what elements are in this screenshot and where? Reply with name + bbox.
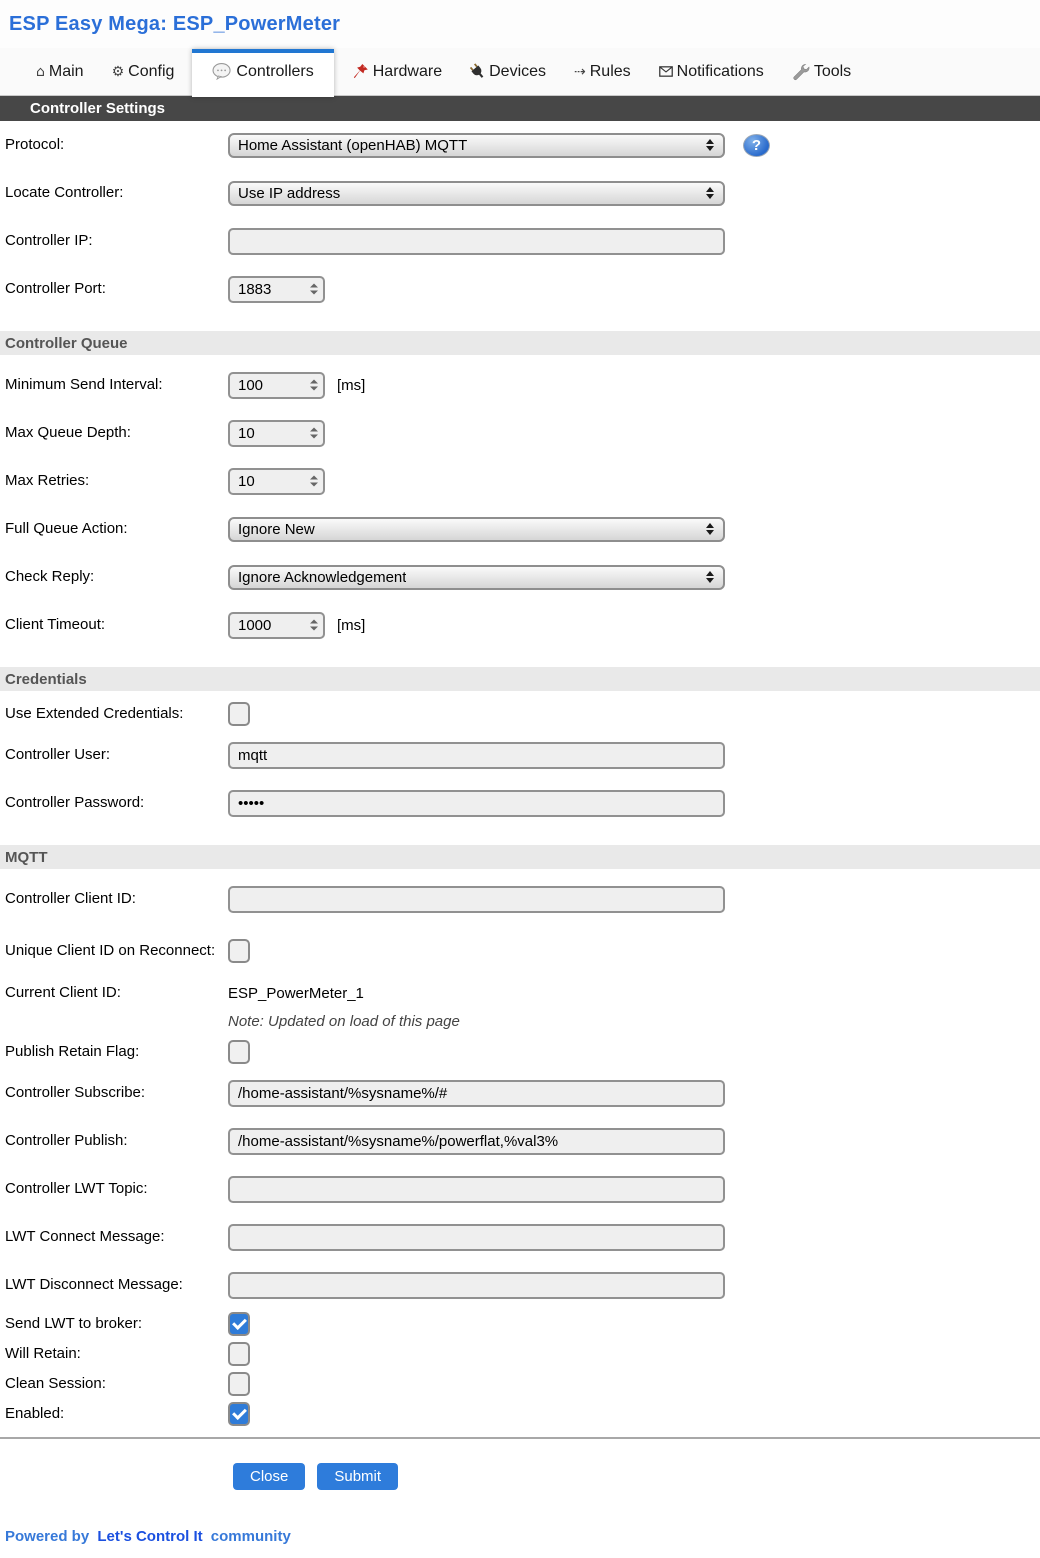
tab-notifications[interactable] (645, 55, 778, 89)
row-controller-ip (0, 217, 1040, 265)
row-client-timeout (0, 601, 1040, 649)
row-enabled (0, 1399, 1040, 1429)
row-controller-publish (0, 1117, 1040, 1165)
row-publish-retain (0, 1035, 1040, 1069)
will-retain-label: Will Retain: (5, 1345, 81, 1363)
controller-port-label: Controller Port: (5, 280, 106, 298)
min-send-interval-label: Minimum Send Interval: (5, 376, 163, 394)
lwt-connect-message-label: LWT Connect Message: (5, 1228, 165, 1246)
dashed-arrow-icon: ⇢ (574, 63, 586, 80)
wrench-icon (792, 63, 810, 81)
submit-button[interactable]: Submit (317, 1463, 398, 1490)
controller-ip-label: Controller IP: (5, 232, 93, 250)
plug-icon (466, 60, 488, 83)
row-lwt-connect-message (0, 1213, 1040, 1261)
controller-publish-label: Controller Publish: (5, 1132, 128, 1150)
check-reply-select[interactable] (228, 565, 725, 590)
full-queue-action-select-value: Ignore New (238, 520, 315, 538)
publish-retain-label: Publish Retain Flag: (5, 1043, 140, 1061)
page-title: ESP Easy Mega: ESP_PowerMeter (9, 13, 341, 35)
max-queue-depth-label: Max Queue Depth: (5, 424, 131, 442)
unique-client-id-label: Unique Client ID on Reconnect: (5, 942, 216, 960)
tab-devices[interactable] (456, 55, 560, 89)
client-timeout-unit: [ms] (337, 616, 366, 634)
help-icon[interactable]: ? (743, 134, 770, 157)
header (0, 0, 1040, 96)
number-spinner-icon[interactable] (310, 476, 318, 487)
tab-devices-label: Devices (489, 62, 547, 80)
row-use-extended-credentials (0, 697, 1040, 731)
check-reply-select-value: Ignore Acknowledgement (238, 568, 407, 586)
locate-controller-select[interactable] (228, 181, 725, 206)
controller-lwt-topic-input[interactable] (228, 1176, 725, 1203)
lwt-connect-message-input[interactable] (228, 1224, 725, 1251)
row-controller-port (0, 265, 1040, 313)
number-spinner-icon[interactable] (310, 284, 318, 295)
row-controller-subscribe (0, 1069, 1040, 1117)
tab-hardware[interactable] (338, 55, 456, 89)
tab-hardware-label: Hardware (372, 62, 443, 80)
gear-icon: ⚙ (111, 63, 125, 80)
use-extended-credentials-checkbox[interactable] (228, 702, 250, 726)
lwt-disconnect-message-label: LWT Disconnect Message: (5, 1276, 183, 1294)
row-check-reply (0, 553, 1040, 601)
section-controller-queue: Controller Queue (0, 331, 1040, 355)
envelope-icon (659, 66, 673, 77)
select-arrows-icon (706, 187, 714, 199)
number-spinner-icon[interactable] (310, 620, 318, 631)
row-client-id-note (0, 1007, 1040, 1035)
row-locate-controller (0, 169, 1040, 217)
current-client-id-label: Current Client ID: (5, 984, 121, 1002)
tab-rules[interactable] (560, 55, 645, 89)
row-unique-client-id (0, 923, 1040, 979)
current-client-id-value: ESP_PowerMeter_1 (228, 984, 364, 1002)
controller-lwt-topic-label: Controller LWT Topic: (5, 1180, 148, 1198)
clean-session-label: Clean Session: (5, 1375, 106, 1393)
clean-session-checkbox[interactable] (228, 1372, 250, 1396)
lwt-disconnect-message-input[interactable] (228, 1272, 725, 1299)
home-icon: ⌂ (36, 63, 45, 80)
enabled-checkbox[interactable] (228, 1402, 250, 1426)
section-controller-settings: Controller Settings (0, 96, 1040, 121)
protocol-select-value: Home Assistant (openHAB) MQTT (238, 136, 468, 154)
select-arrows-icon (706, 139, 714, 151)
min-send-interval-unit: [ms] (337, 376, 366, 394)
full-queue-action-select[interactable] (228, 517, 725, 542)
will-retain-checkbox[interactable] (228, 1342, 250, 1366)
divider (0, 1437, 1040, 1439)
protocol-select[interactable] (228, 133, 725, 158)
footer (0, 1528, 1040, 1545)
row-max-retries (0, 457, 1040, 505)
row-controller-user (0, 731, 1040, 779)
select-arrows-icon (706, 571, 714, 583)
row-protocol (0, 121, 1040, 169)
row-controller-lwt-topic (0, 1165, 1040, 1213)
row-min-send-interval (0, 361, 1040, 409)
footer-brand-link[interactable]: Let's Control It (97, 1528, 203, 1545)
tab-controllers[interactable] (192, 49, 333, 97)
pushpin-icon (352, 63, 369, 80)
number-spinner-icon[interactable] (310, 428, 318, 439)
button-row (0, 1463, 1040, 1490)
row-clean-session (0, 1369, 1040, 1399)
use-extended-credentials-label: Use Extended Credentials: (5, 705, 184, 723)
controller-user-input[interactable] (228, 742, 725, 769)
row-current-client-id (0, 979, 1040, 1007)
select-arrows-icon (706, 523, 714, 535)
tab-tools[interactable] (778, 55, 865, 89)
controller-user-label: Controller User: (5, 746, 111, 764)
locate-controller-label: Locate Controller: (5, 184, 124, 202)
client-timeout-label: Client Timeout: (5, 616, 106, 634)
row-send-lwt (0, 1309, 1040, 1339)
section-credentials: Credentials (0, 667, 1040, 691)
check-reply-label: Check Reply: (5, 568, 95, 586)
enabled-label: Enabled: (5, 1405, 65, 1423)
protocol-label: Protocol: (5, 136, 65, 154)
close-button[interactable]: Close (233, 1463, 305, 1490)
tab-main-label: Main (48, 62, 84, 80)
footer-suffix: community (210, 1528, 291, 1545)
send-lwt-checkbox[interactable] (228, 1312, 250, 1336)
tab-config[interactable] (98, 55, 189, 89)
row-will-retain (0, 1339, 1040, 1369)
controller-subscribe-label: Controller Subscribe: (5, 1084, 146, 1102)
number-spinner-icon[interactable] (310, 380, 318, 391)
publish-retain-checkbox[interactable] (228, 1040, 250, 1064)
max-retries-label: Max Retries: (5, 472, 90, 490)
locate-controller-select-value: Use IP address (238, 184, 341, 202)
tab-notifications-label: Notifications (676, 62, 764, 80)
speech-bubble-icon (212, 63, 232, 80)
section-mqtt: MQTT (0, 845, 1040, 869)
tab-controllers-label: Controllers (236, 62, 314, 80)
row-controller-password (0, 779, 1040, 827)
tab-main[interactable] (22, 55, 98, 89)
row-max-queue-depth (0, 409, 1040, 457)
row-lwt-disconnect-message (0, 1261, 1040, 1309)
controller-password-label: Controller Password: (5, 794, 145, 812)
unique-client-id-checkbox[interactable] (228, 939, 250, 963)
tab-config-label: Config (128, 62, 175, 80)
controller-ip-input[interactable] (228, 228, 725, 255)
controller-password-input[interactable] (228, 790, 725, 817)
footer-prefix: Powered by (5, 1528, 90, 1545)
client-id-note: Note: Updated on load of this page (228, 1012, 460, 1030)
tab-rules-label: Rules (589, 62, 631, 80)
tab-tools-label: Tools (813, 62, 852, 80)
send-lwt-label: Send LWT to broker: (5, 1315, 143, 1333)
controller-publish-input[interactable] (228, 1128, 725, 1155)
row-controller-client-id (0, 875, 1040, 923)
controller-client-id-label: Controller Client ID: (5, 890, 136, 908)
controller-client-id-input[interactable] (228, 886, 725, 913)
controller-subscribe-input[interactable] (228, 1080, 725, 1107)
full-queue-action-label: Full Queue Action: (5, 520, 128, 538)
nav-tabs (0, 48, 1040, 96)
row-full-queue-action (0, 505, 1040, 553)
